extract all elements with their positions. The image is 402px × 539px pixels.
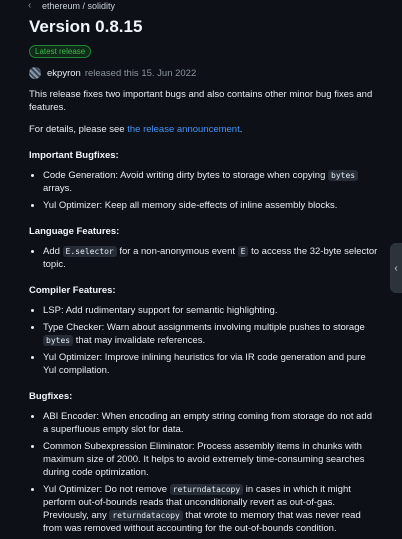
latest-release-badge: Latest release [29,45,91,58]
important-bugfixes-heading: Important Bugfixes: [29,150,119,161]
item-text: Add [43,246,63,257]
avatar[interactable] [29,67,41,79]
release-content [29,16,379,539]
bugfixes-list [29,410,379,535]
release-date: released this 15. Jun 2022 [84,67,197,79]
inline-code: bytes [328,170,358,181]
list-item: • Common Subexpression Eliminator: Process assembly items in chunks with maximum size of 2000. It helps to avoid extremely time-consuming searches during code optimization. [43,440,379,479]
details-suffix: . [239,124,243,135]
chevron-left-icon: ‹ [394,262,398,274]
item-text: Code Generation: Avoid writing dirty bytes to storage when copying [43,170,328,181]
chevron-left-icon[interactable]: ‹ [28,0,32,11]
details-prefix: For details, please see [29,124,128,135]
language-features-list [29,245,379,271]
list-item [43,245,379,271]
inline-code: E.selector [63,246,117,257]
bugfixes-heading: Bugfixes: [29,391,73,402]
inline-code: returndatacopy [109,510,182,521]
item-text: Type Checker: Warn about assignments involving multiple pushes to storage [43,322,365,333]
list-item [43,321,379,347]
list-item: • LSP: Add rudimentary support for semantic highlighting. [43,304,379,317]
list-item: • Yul Optimizer: Improve inlining heuristics for via IR code generation and pure Yul compilation. [43,351,379,377]
breadcrumb[interactable]: ethereum / solidity [42,1,116,11]
important-bugfixes-list [29,169,379,212]
inline-code: bytes [43,335,73,346]
list-item: • Yul Optimizer: Keep all memory side-effects of inline assembly blocks. [43,199,379,212]
item-text: to access the 32-byte selector topic. [43,246,378,270]
compiler-features-list [29,304,379,377]
release-intro: This release fixes two important bugs and also contains other minor bug fixes and features. [29,89,373,113]
side-panel-handle[interactable] [390,243,402,293]
inline-code: returndatacopy [170,484,243,495]
list-item: • ABI Encoder: When encoding an empty string coming from storage do not add a superfluous empty slot for data. [43,410,379,436]
release-title: Version 0.8.15 [29,17,143,36]
item-text: Yul Optimizer: Do not remove [43,484,170,495]
release-details [29,123,379,136]
item-text: arrays. [43,183,73,194]
top-bar [0,0,402,12]
author-name[interactable]: ekpyron [47,67,81,79]
item-text: that wrote to memory that was never read from was removed without accounting for the out-of-bounds condition. [43,510,361,534]
list-item [43,483,379,535]
item-text: in cases in which it might perform out-of-bounds reads that unconditionally revert as out-of-gas. Previously, any [43,484,351,521]
release-author-line [29,67,379,79]
list-item [43,169,379,195]
release-announcement-link[interactable]: the release announcement [127,124,240,135]
item-text: for a non-anonymous event [116,246,238,257]
language-features-heading: Language Features: [29,226,120,237]
inline-code: E [238,246,249,257]
item-text: that may invalidate references. [73,335,206,346]
compiler-features-heading: Compiler Features: [29,285,116,296]
